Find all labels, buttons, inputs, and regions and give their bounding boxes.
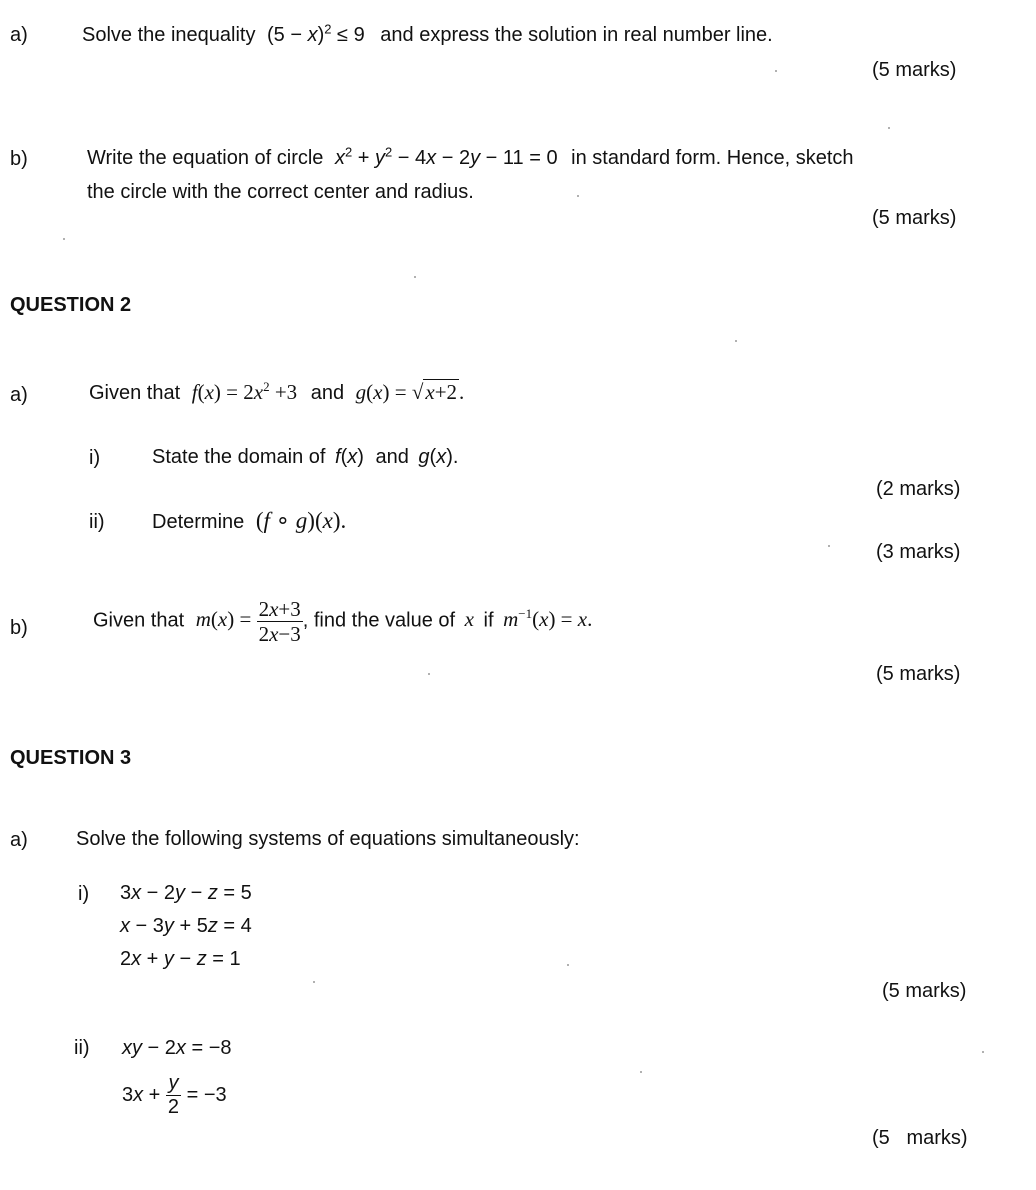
q3aii-eq1: xy − 2x = −8: [122, 1037, 232, 1059]
q2b-label: b): [10, 617, 28, 639]
scan-speck: [567, 964, 569, 966]
q3ai-eq1: 3x − 2y − z = 5: [120, 882, 252, 904]
q2ai-question: [152, 446, 458, 469]
scan-speck: [735, 340, 737, 342]
q1b-text2: in standard form. Hence, sketch: [571, 147, 854, 169]
scan-speck: [313, 981, 315, 983]
q2ai-and: and: [375, 446, 409, 468]
q2a-label: a): [10, 384, 28, 406]
q1a-marks: (5 marks): [872, 59, 957, 81]
q1b-expr: $x^2 + y^2 - 4x - 2y - 11 = 0$: [334, 144, 558, 169]
q2b-marks: (5 marks): [876, 663, 961, 685]
scan-speck: [428, 673, 430, 675]
q2a-f-def: $f(x) = 2x^2 +3$: [191, 379, 298, 404]
q2a-text1: Given that: [89, 382, 181, 404]
scan-speck: [888, 127, 890, 129]
q2b-text2: , find the value of: [302, 609, 456, 632]
q2b-m-def: m(x) = $\frac{2x+3}{2x-3}$: [195, 597, 301, 647]
q2aii-expr: (f ∘ g)(x).: [255, 508, 347, 533]
q1b-marks: (5 marks): [872, 207, 957, 229]
q2a-g-def: g(x) = √x+2.: [355, 380, 465, 404]
question-2-heading: QUESTION 2: [10, 294, 132, 316]
q2ai-gx: g(x).: [418, 446, 459, 468]
scan-speck: [640, 1071, 642, 1073]
q2aii-marks: (3 marks): [876, 541, 961, 563]
q1b-question: [87, 144, 854, 170]
q2a-question: [89, 380, 464, 405]
q2ai-label: i): [89, 447, 101, 469]
q2b-if: if: [483, 609, 494, 632]
q3ai-eq2: x − 3y + 5z = 4: [120, 915, 252, 937]
q3a-label: a): [10, 829, 28, 851]
q1a-expr: $(5 - x)^2 \le 9$: [267, 21, 365, 46]
scan-speck: [414, 276, 416, 278]
question-3-heading: QUESTION 3: [10, 747, 132, 769]
scan-speck: [63, 238, 65, 240]
q2b-cond: $m^{-1}(x) = x$.: [503, 606, 593, 632]
q2b-x: x: [464, 607, 474, 632]
q3aii-eq2: 3x + $\frac{y}{2}$ = −3: [122, 1072, 227, 1118]
scan-speck: [828, 545, 830, 547]
q1b-text1: Write the equation of circle: [87, 147, 324, 169]
scan-speck: [982, 1051, 984, 1053]
q3aii-marks: (5 marks): [872, 1127, 968, 1149]
q1a-label: a): [10, 24, 28, 46]
q2a-and: and: [310, 382, 345, 404]
q1a-text2: and express the solution in real number line.: [380, 24, 773, 46]
q2b-question: [93, 597, 592, 646]
q1a-question: [82, 21, 773, 47]
q3ai-label: i): [78, 883, 90, 905]
q1a-text1: Solve the inequality: [82, 24, 256, 46]
q3aii-label: ii): [74, 1037, 90, 1059]
q2ai-marks: (2 marks): [876, 478, 961, 500]
q2aii-label: ii): [89, 511, 105, 533]
q2b-text1: Given that: [93, 609, 185, 632]
q2ai-text: State the domain of: [152, 446, 326, 468]
q2aii-text: Determine: [152, 511, 245, 533]
q3a-text: Solve the following systems of equations simultaneously:: [76, 828, 580, 850]
q2ai-fx: f(x): [335, 446, 364, 468]
q1b-line2: the circle with the correct center and radius.: [87, 181, 474, 203]
q2aii-question: [152, 508, 346, 534]
q3ai-eq3: 2x + y − z = 1: [120, 948, 241, 970]
q3ai-marks: (5 marks): [882, 980, 967, 1002]
q1b-label: b): [10, 148, 28, 170]
scan-speck: [577, 195, 579, 197]
scan-speck: [775, 70, 777, 72]
